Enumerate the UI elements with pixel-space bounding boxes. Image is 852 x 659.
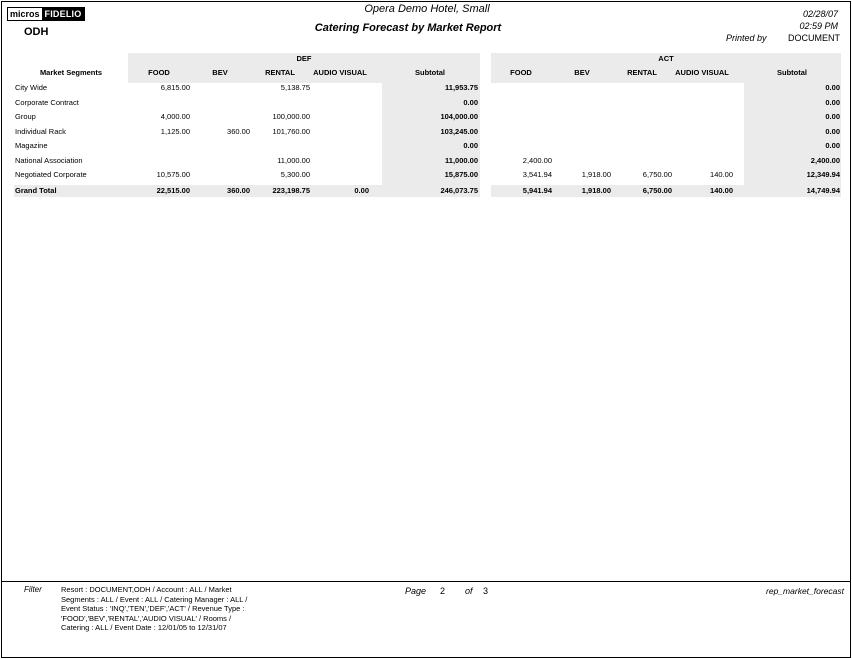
- property-code: ODH: [24, 26, 49, 38]
- grand-total-cell: 0.00: [354, 185, 369, 195]
- print-date: 02/28/07: [802, 9, 838, 19]
- table-cell: 2,400.00: [522, 155, 552, 165]
- table-cell: 10,575.00: [156, 170, 190, 179]
- grand-total-cell: 1,918.00: [581, 185, 611, 195]
- grand-total-cell: 5,941.94: [522, 185, 552, 195]
- column-header: Subtotal: [415, 68, 445, 77]
- grand-total-cell: 140.00: [710, 185, 733, 195]
- grand-total-label: Grand Total: [15, 185, 57, 195]
- table-cell: 6,815.00: [160, 83, 190, 92]
- table-cell: 15,875.00: [444, 170, 478, 179]
- table-cell: 0.00: [825, 141, 840, 150]
- segment-name: Negotiated Corporate: [15, 170, 87, 179]
- table-cell: 0.00: [825, 83, 840, 92]
- table-cell: 0.00: [825, 97, 840, 107]
- table-cell: 0.00: [825, 112, 840, 121]
- grand-total-cell: 223,198.75: [272, 185, 310, 195]
- column-header: FOOD: [148, 68, 170, 77]
- table-cell: 11,953.75: [445, 83, 478, 92]
- filter-label: Filter: [24, 585, 42, 594]
- printed-by-value: DOCUMENT: [788, 33, 840, 43]
- table-cell: 100,000.00: [272, 112, 310, 121]
- group-header: DEF: [296, 54, 312, 63]
- page-label: Page: [405, 586, 427, 596]
- table-cell: 103,245.00: [440, 126, 478, 136]
- grand-total-cell: 6,750.00: [642, 185, 672, 195]
- table-cell: 1,125.00: [160, 126, 190, 136]
- logo-text-fidelio: FIDELIO: [42, 8, 85, 20]
- table-cell: 11,000.00: [277, 155, 310, 165]
- of-label: of: [465, 586, 473, 596]
- table-cell: 101,760.00: [272, 126, 310, 136]
- table-cell: 0.00: [825, 126, 840, 136]
- table-cell: 1,918.00: [581, 170, 611, 179]
- column-header: RENTAL: [265, 68, 295, 77]
- segment-name: Individual Rack: [15, 126, 66, 136]
- filter-text: Resort : DOCUMENT,ODH / Account : ALL / Market Segments : ALL / Event : ALL / Catering Manager : ALL / Event Status : 'INQ','TEN','DEF','ACT' / Revenue Type : 'FOOD','BEV','RENTAL','AUDIO VISUAL' / Rooms / Catering : ALL / Event Date : 12/01/05 to 12/31/07: [61, 585, 248, 633]
- column-header: RENTAL: [627, 68, 657, 77]
- print-time: 02:59 PM: [799, 21, 838, 31]
- table-cell: 360.00: [227, 126, 250, 136]
- segment-name: Magazine: [15, 141, 48, 150]
- column-header: BEV: [212, 68, 228, 77]
- column-header: AUDIO VISUAL: [675, 68, 729, 77]
- table-cell: 5,300.00: [280, 170, 310, 179]
- footer-divider: [2, 581, 850, 582]
- table-cell: 12,349.94: [806, 170, 840, 179]
- printed-by-label: Printed by: [726, 33, 767, 43]
- table-cell: 104,000.00: [440, 112, 478, 121]
- table-cell: 11,000.00: [445, 155, 478, 165]
- table-cell: 0.00: [463, 97, 478, 107]
- report-page: [1, 1, 851, 658]
- table-cell: 6,750.00: [642, 170, 672, 179]
- hotel-name: Opera Demo Hotel, Small: [364, 3, 490, 15]
- table-cell: 0.00: [463, 141, 478, 150]
- group-header: ACT: [658, 54, 674, 63]
- page-total: 3: [483, 586, 489, 596]
- table-cell: 2,400.00: [810, 155, 840, 165]
- page-number: 2: [440, 586, 446, 596]
- logo-text-micros: micros: [10, 9, 40, 19]
- segment-name: National Association: [15, 155, 83, 165]
- column-header: AUDIO VISUAL: [313, 68, 367, 77]
- grand-total-cell: 14,749.94: [806, 185, 840, 195]
- segment-name: Group: [15, 112, 36, 121]
- segment-column-header: Market Segments: [39, 68, 103, 77]
- segment-name: City Wide: [15, 83, 48, 92]
- column-header: Subtotal: [777, 68, 807, 77]
- table-cell: 3,541.94: [522, 170, 552, 179]
- table-cell: 4,000.00: [160, 112, 190, 121]
- table-cell: 5,138.75: [280, 83, 310, 92]
- grand-total-cell: 360.00: [227, 185, 250, 195]
- report-name: rep_market_forecast: [766, 586, 844, 596]
- column-header: FOOD: [510, 68, 532, 77]
- table-cell: 140.00: [710, 170, 733, 179]
- report-title: Catering Forecast by Market Report: [314, 22, 502, 34]
- grand-total-cell: 246,073.75: [440, 185, 478, 195]
- column-header: BEV: [574, 68, 590, 77]
- grand-total-cell: 22,515.00: [156, 185, 190, 195]
- segment-name: Corporate Contract: [15, 97, 79, 107]
